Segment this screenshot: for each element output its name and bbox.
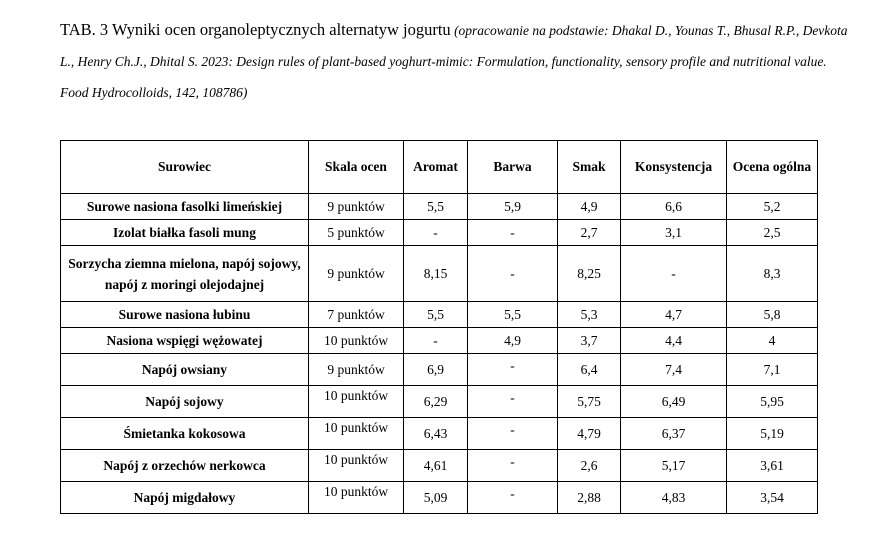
column-header-smak: Smak xyxy=(558,141,621,194)
cell-surowiec: Sorzycha ziemna mielona, napój sojowy, napój z moringi olejodajnej xyxy=(61,246,309,302)
cell-konsystencja: 6,37 xyxy=(621,418,727,450)
column-header-aromat: Aromat xyxy=(404,141,468,194)
cell-barwa: 5,5 xyxy=(468,302,558,328)
table-row xyxy=(61,450,818,482)
cell-surowiec: Napój migdałowy xyxy=(61,482,309,514)
cell-skala: 10 punktów xyxy=(309,450,404,482)
cell-smak: 6,4 xyxy=(558,354,621,386)
cell-aromat: 6,9 xyxy=(404,354,468,386)
caption-source: (opracowanie na podstawie: Dhakal D., Younas T., Bhusal R.P., Devkota L., Henry Ch.J., Dhital S. 2023: Design rules of plant-based yoghurt-mimic: Formulation, functionality, sensory profile and nutritional value. Food Hydrocolloids, 142, 108786) xyxy=(60,23,848,100)
cell-barwa: - xyxy=(468,246,558,302)
table-row xyxy=(61,194,818,220)
cell-surowiec: Surowe nasiona łubinu xyxy=(61,302,309,328)
table-row xyxy=(61,418,818,450)
table-row xyxy=(61,354,818,386)
cell-surowiec: Napój owsiany xyxy=(61,354,309,386)
cell-ocena: 3,61 xyxy=(727,450,818,482)
cell-aromat: 6,43 xyxy=(404,418,468,450)
cell-surowiec: Napój sojowy xyxy=(61,386,309,418)
cell-skala: 9 punktów xyxy=(309,194,404,220)
cell-aromat: 5,5 xyxy=(404,194,468,220)
cell-barwa: - xyxy=(468,386,558,418)
cell-surowiec: Nasiona wspięgi wężowatej xyxy=(61,328,309,354)
cell-smak: 5,3 xyxy=(558,302,621,328)
sensory-results-table xyxy=(60,140,818,514)
cell-ocena: 3,54 xyxy=(727,482,818,514)
cell-aromat: 6,29 xyxy=(404,386,468,418)
cell-konsystencja: 4,4 xyxy=(621,328,727,354)
cell-aromat: 4,61 xyxy=(404,450,468,482)
cell-konsystencja: 3,1 xyxy=(621,220,727,246)
table-row xyxy=(61,220,818,246)
cell-skala: 10 punktów xyxy=(309,386,404,418)
cell-smak: 8,25 xyxy=(558,246,621,302)
column-header-surowiec: Surowiec xyxy=(61,141,309,194)
cell-skala: 5 punktów xyxy=(309,220,404,246)
cell-skala: 10 punktów xyxy=(309,418,404,450)
cell-smak: 2,7 xyxy=(558,220,621,246)
cell-skala: 10 punktów xyxy=(309,482,404,514)
table-row xyxy=(61,386,818,418)
cell-smak: 3,7 xyxy=(558,328,621,354)
cell-konsystencja: 4,7 xyxy=(621,302,727,328)
cell-smak: 2,88 xyxy=(558,482,621,514)
cell-aromat: - xyxy=(404,328,468,354)
cell-konsystencja: 7,4 xyxy=(621,354,727,386)
cell-skala: 9 punktów xyxy=(309,246,404,302)
cell-skala: 7 punktów xyxy=(309,302,404,328)
cell-ocena: 7,1 xyxy=(727,354,818,386)
cell-barwa: 5,9 xyxy=(468,194,558,220)
cell-aromat: - xyxy=(404,220,468,246)
cell-surowiec: Izolat białka fasoli mung xyxy=(61,220,309,246)
cell-ocena: 4 xyxy=(727,328,818,354)
cell-smak: 5,75 xyxy=(558,386,621,418)
cell-smak: 2,6 xyxy=(558,450,621,482)
table-row xyxy=(61,328,818,354)
cell-ocena: 5,2 xyxy=(727,194,818,220)
cell-skala: 10 punktów xyxy=(309,328,404,354)
table-row xyxy=(61,302,818,328)
cell-ocena: 5,95 xyxy=(727,386,818,418)
cell-konsystencja: 6,49 xyxy=(621,386,727,418)
cell-konsystencja: 4,83 xyxy=(621,482,727,514)
caption-title: TAB. 3 Wyniki ocen organoleptycznych alternatyw jogurtu xyxy=(60,20,451,39)
cell-konsystencja: 5,17 xyxy=(621,450,727,482)
cell-ocena: 5,19 xyxy=(727,418,818,450)
cell-aromat: 5,09 xyxy=(404,482,468,514)
cell-skala: 9 punktów xyxy=(309,354,404,386)
cell-barwa: - xyxy=(468,450,558,482)
table-row xyxy=(61,482,818,514)
table-header-row xyxy=(61,141,818,194)
cell-surowiec: Śmietanka kokosowa xyxy=(61,418,309,450)
cell-ocena: 8,3 xyxy=(727,246,818,302)
column-header-ocena: Ocena ogólna xyxy=(727,141,818,194)
table-caption xyxy=(60,14,850,108)
column-header-barwa: Barwa xyxy=(468,141,558,194)
cell-ocena: 5,8 xyxy=(727,302,818,328)
cell-ocena: 2,5 xyxy=(727,220,818,246)
cell-surowiec: Surowe nasiona fasolki limeńskiej xyxy=(61,194,309,220)
cell-smak: 4,9 xyxy=(558,194,621,220)
column-header-konsystencja: Konsystencja xyxy=(621,141,727,194)
cell-barwa: - xyxy=(468,418,558,450)
table-row xyxy=(61,246,818,302)
cell-surowiec: Napój z orzechów nerkowca xyxy=(61,450,309,482)
cell-smak: 4,79 xyxy=(558,418,621,450)
cell-aromat: 8,15 xyxy=(404,246,468,302)
cell-aromat: 5,5 xyxy=(404,302,468,328)
cell-barwa: - xyxy=(468,482,558,514)
cell-konsystencja: 6,6 xyxy=(621,194,727,220)
cell-konsystencja: - xyxy=(621,246,727,302)
cell-barwa: - xyxy=(468,354,558,386)
cell-barwa: 4,9 xyxy=(468,328,558,354)
column-header-skala: Skala ocen xyxy=(309,141,404,194)
cell-barwa: - xyxy=(468,220,558,246)
